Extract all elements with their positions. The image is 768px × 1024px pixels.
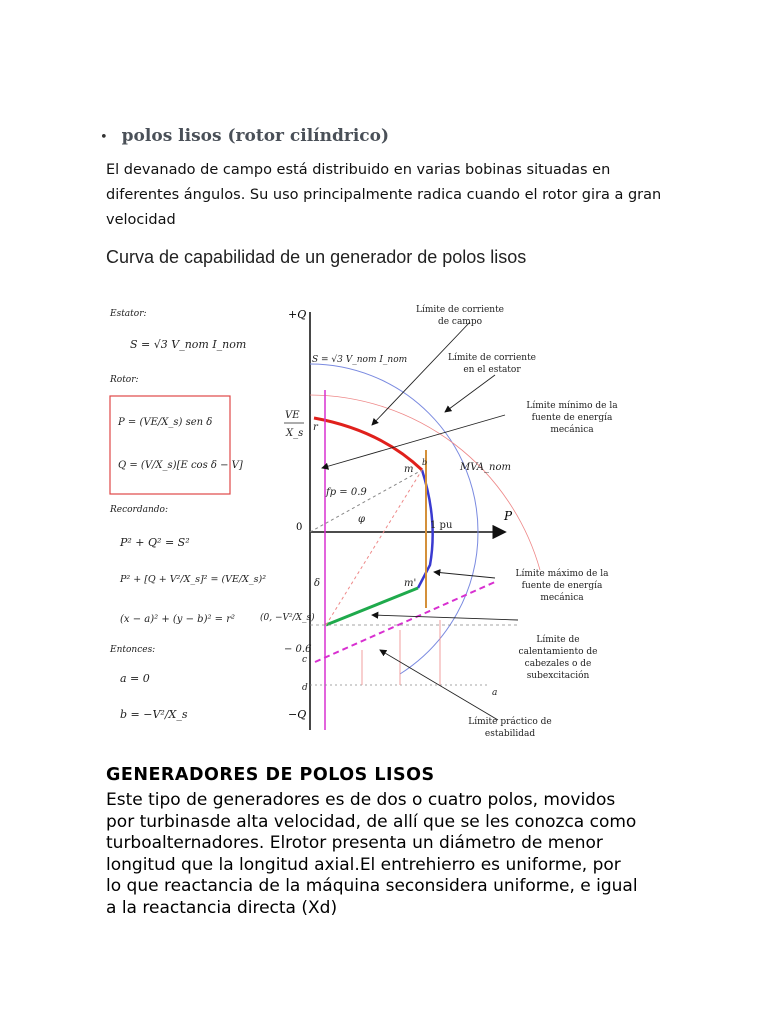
one-pu-label: 1 pu [430,520,453,531]
capability-figure [100,290,660,752]
equations-panel [109,309,266,721]
section-line: longitud que la longitud axial.El entrehierro es uniforme, por [106,854,621,875]
construction-line [310,470,422,532]
annotation-heating: cabezales o de [524,659,592,669]
entonces-equation-2: b = −V²/X_s [120,708,188,721]
svg-text:en el estator [463,365,521,375]
annotation-min-mech: fuente de energía [531,413,613,423]
intro-line: diferentes ángulos. Su uso principalmente radica cuando el rotor gira a gran [106,187,662,203]
stability-ticks [362,620,440,685]
annotation-min-mech: Límite mínimo de la [526,401,618,411]
annotation-heating: Límite de [536,635,580,645]
svg-text:estabilidad [485,729,535,739]
svg-text:mecánica [550,424,594,435]
figure-caption: Curva de capabilidad de un generador de polos lisos [106,247,527,267]
axis-pos-q-label: +Q [288,308,307,321]
axis-p-label: P [504,509,513,523]
annotation-stator-current: en el estator [463,365,521,375]
intro-line: velocidad [106,212,176,228]
recordando-equation-2: P² + [Q + V²/X_s]² = (VE/X_s)² [120,574,267,585]
d-label: d [302,683,308,693]
capability-diagram [100,290,660,752]
svg-text:subexcitación [527,670,590,681]
svg-text:fuente de energía [532,412,613,423]
minus-06-label: − 0.6 [284,644,312,655]
fp-label: fp = 0.9 [326,487,367,498]
bullet-dot-icon: • [100,130,108,145]
annotation-stability: Límite práctico de [468,717,552,727]
svg-text:Límite máximo de la [516,568,610,579]
section-line: Este tipo de generadores es de dos o cuatro polos, movidos [106,790,616,810]
recordando-equation-3: (x − a)² + (y − b)² = r² [120,614,236,625]
intro-line: El devanado de campo está distribuido en varias bobinas situadas en [106,162,611,178]
r-label: r [313,422,318,433]
underexcitation-line [326,588,418,625]
center-label: (0, −V²/X_s) [260,613,315,623]
estator-label: Estator: [110,309,147,319]
svg-text:cabezales o de [525,659,592,669]
m-label: m [404,464,414,475]
phi-label: φ [358,514,366,525]
section-line: turboalternadores. Elrotor presenta un diámetro de menor [106,833,603,854]
annotation-stability: estabilidad [484,729,536,739]
rotor-box [110,396,230,494]
section-line: a la reactancia directa (Xd) [106,897,338,918]
recordando-label: Recordando: [110,505,168,515]
a-label: a [492,688,498,698]
section-line: lo que reactancia de la máquina seconsidera uniforme, e igual [106,876,638,897]
entonces-label: Entonces: [110,645,156,655]
mva-label: MVA_nom [460,462,511,473]
rotor-label: Rotor: [110,375,139,385]
svg-text:Límite práctico de [468,716,551,727]
svg-text:calentamiento de [519,647,598,657]
axis-neg-q-label: −Q [288,708,307,721]
c-label: c [302,655,308,665]
svg-text:mecánica [540,592,584,603]
section-line: por turbinasde alta velocidad, de allí que se les conozca como [106,811,637,832]
svg-text:fuente de energía [522,580,603,591]
s-eq-label: S = √3 V_nom I_nom [312,355,408,365]
svg-text:de campo [438,317,482,327]
annotation-field-current: de campo [437,317,483,327]
svg-text:Límite mínimo de la [526,400,618,411]
m-prime-label: m' [404,578,417,589]
annotation-field-current: Límite de corriente [415,305,505,315]
intro-paragraph [106,158,666,233]
delta-label: δ [314,578,321,589]
svg-text:Límite de corriente [448,352,536,363]
annotation-max-mech: Límite máximo de la [515,569,609,579]
b-label: b [422,458,428,467]
rotor-equation-1: P = (VE/X_s) sen δ [118,417,213,428]
annotation-heating: calentamiento de [518,647,598,657]
ve-xs-den-label: X_s [286,428,304,439]
bullet-item [100,126,389,146]
svg-text:Límite de [536,634,579,645]
section-paragraph [106,790,686,920]
section-heading: GENERADORES DE POLOS LISOS [106,765,435,785]
annotation-max-mech: fuente de energía [521,581,603,591]
svg-text:Límite de corriente [416,304,504,315]
rotor-equation-2: Q = (V/X_s)[E cos δ − V] [118,460,243,471]
entonces-equation-1: a = 0 [120,672,150,685]
estator-equation: S = √3 V_nom I_nom [130,338,247,351]
bullet-heading: polos lisos (rotor cilíndrico) [121,126,390,146]
ve-xs-num-label: VE [285,410,300,421]
annotation-heating: subexcitación [526,671,590,681]
annotation-max-mech: mecánica [540,593,584,603]
annotation-stator-current: Límite de corriente [447,353,537,363]
origin-label: 0 [296,522,303,533]
recordando-equation-1: P² + Q² = S² [120,536,190,549]
annotation-min-mech: mecánica [550,425,594,435]
